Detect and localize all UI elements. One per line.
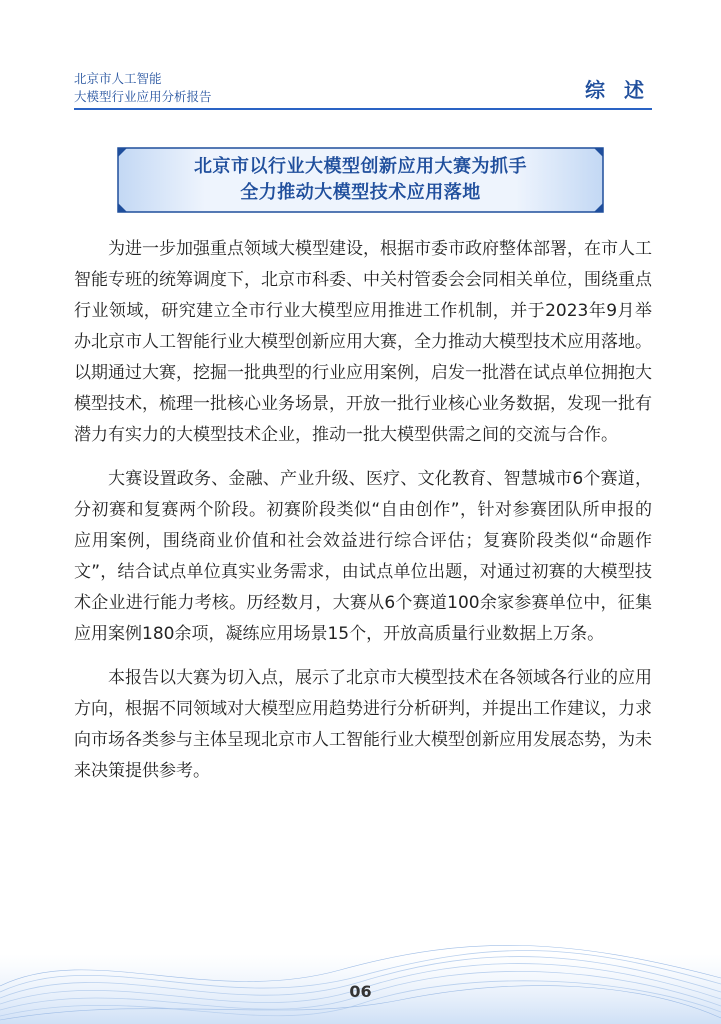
header-doc-title xyxy=(74,70,212,106)
page-header xyxy=(74,66,652,112)
section-title-line2: 全力推动大模型技术应用落地 xyxy=(240,182,481,203)
header-doc-title-line1: 北京市人工智能 xyxy=(74,71,162,86)
paragraph-2: 大赛设置政务、金融、产业升级、医疗、文化教育、智慧城市6个赛道，分初赛和复赛两个阶段。初赛阶段类似“自由创作”，针对参赛团队所申报的应用案例，围绕商业价值和社会效益进行综合评估；复赛阶段类似“命题作文”，结合试点单位真实业务需求，由试点单位出题，对通过初赛的大模型技术企业进行能力考核。历经数月，大赛从6个赛道100余家参赛单位中，征集应用案例180余项，凝练应用场景15个，开放高质量行业数据上万条。 xyxy=(74,469,652,644)
paragraph-3: 本报告以大赛为切入点，展示了北京市大模型技术在各领域各行业的应用方向，根据不同领域对大模型应用趋势进行分析研判，并提出工作建议，力求向市场各类参与主体呈现北京市人工智能行业大模型创新应用发展态势，为未来决策提供参考。 xyxy=(74,668,652,781)
paragraph-1: 为进一步加强重点领域大模型建设，根据市委市政府整体部署，在市人工智能专班的统筹调度下，北京市科委、中关村管委会会同相关单位，围绕重点行业领域，研究建立全市行业大模型应用推进工作机制，并于2023年9月举办北京市人工智能行业大模型创新应用大赛，全力推动大模型技术应用落地。以期通过大赛，挖掘一批典型的行业应用案例，启发一批潜在试点单位拥抱大模型技术，梳理一批核心业务场景，开放一批行业核心业务数据，发现一批有潜力有实力的大模型技术企业，推动一批大模型供需之间的交流与合作。 xyxy=(74,239,652,445)
header-doc-title-line2: 大模型行业应用分析报告 xyxy=(74,89,212,104)
section-title xyxy=(117,154,604,206)
footer-wave-decoration xyxy=(0,934,721,1024)
page-number: 06 xyxy=(349,982,372,1001)
section-title-box xyxy=(117,147,604,213)
section-title-line1: 北京市以行业大模型创新应用大赛为抓手 xyxy=(194,156,527,177)
header-section-label: 综 述 xyxy=(585,78,650,102)
header-divider xyxy=(74,108,652,110)
body-text xyxy=(74,234,652,800)
